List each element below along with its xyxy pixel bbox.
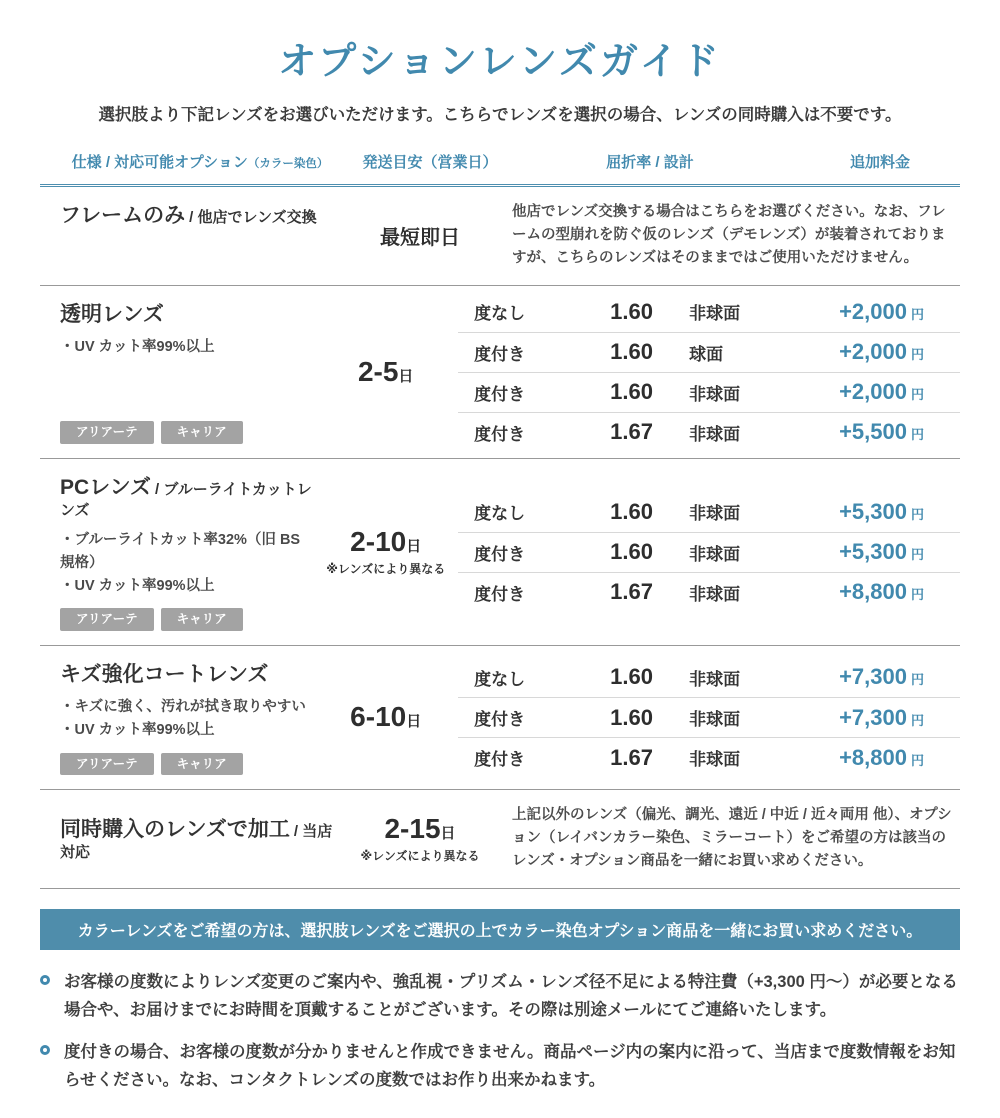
shipping-value: 6-10日 [350,701,422,733]
option-list [458,292,960,452]
option-power: 度付き [474,424,526,444]
row-title-line [60,662,313,688]
option-price: +2,000 円 [839,298,924,324]
lens-option-row [458,532,960,572]
tag-career: キャリア [161,421,243,444]
page-title: オプションレンズガイド [278,41,722,83]
option-design: 球面 [689,344,724,364]
shipping-cell [340,796,500,882]
column-header-spec-note: （カラー染色） [247,158,329,170]
option-list [458,652,960,783]
row-description: 上記以外のレンズ（偏光、調光、遠近 / 中近 / 近々両用 他）、オプション（レイバンカラー染色、ミラーコート）をご希望の方は該当のレンズ・オプション商品を一緒にお買い求めください。 [512,807,952,870]
option-design: 非球面 [689,669,741,689]
row-subtitle: / ブルーライトカットレンズ [60,480,312,519]
shipping-value: 2-5日 [357,355,414,387]
table-row-clear-lens [40,286,960,459]
row-title-line [60,203,340,229]
row-subtitle: / 当店対応 [60,822,333,861]
feature-list [60,336,313,359]
tag-list [60,598,313,631]
tag-career: キャリア [161,753,243,776]
option-list [458,465,960,639]
spec-cell [40,193,340,279]
option-refraction-index: 1.60 [610,704,653,730]
lens-option-row [458,697,960,737]
feature-item: ・キズに強く、汚れが拭き取りやすい [60,699,306,716]
row-title-line [60,475,313,521]
option-price: +8,800 円 [839,744,924,770]
note-text: お客様の度数によりレンズ変更のご案内や、強乱視・プリズム・レンズ径不足による特注費（+3,300 円〜）が必要となる場合や、お届けまでにお時間を頂戴することがございます。その際は別途メールにてご連絡いたします。 [64,972,958,1019]
row-title: 透明レンズ [60,302,164,326]
option-refraction-index: 1.67 [610,419,653,445]
option-power: 度付き [474,750,526,770]
table-row-frame-only [40,187,960,286]
lens-option-row [458,492,960,532]
option-power: 度付き [474,544,526,564]
option-price: +5,500 円 [839,419,924,445]
tag-list [60,743,313,776]
lens-option-row [458,412,960,452]
circle-bullet-icon [40,975,50,985]
feature-list [60,696,313,742]
lens-option-row [458,737,960,777]
column-header-refraction: 屈折率 / 設計 [606,154,694,171]
tag-ariate: アリアーテ [60,608,154,631]
spec-cell [40,465,313,639]
feature-item: ・ブルーライトカット率32%（旧 BS 規格） [60,531,301,571]
option-power: 度付き [474,344,526,364]
table-row-simultaneous-purchase [40,790,960,889]
shipping-cell [313,652,458,783]
table-row-pc-lens [40,459,960,646]
row-title-line [60,302,313,328]
row-title: フレームのみ [60,204,186,227]
feature-item: ・UV カット率99%以上 [60,578,215,595]
option-design: 非球面 [689,304,741,324]
column-header-price: 追加料金 [849,154,910,171]
row-title: キズ強化コートレンズ [60,662,269,686]
shipping-value: 2-15日 [384,813,456,845]
row-description: 他店でレンズ交換する場合はこちらをお選びください。なお、フレームの型崩れを防ぐ仮のレンズ（デモレンズ）が装着されておりますが、こちらのレンズはそのままではご使用いただけません。 [512,204,946,267]
option-power: 度なし [474,504,526,524]
shipping-cell [313,292,458,452]
option-power: 度なし [474,669,526,689]
note-item [40,968,960,1024]
tag-ariate: アリアーテ [60,421,154,444]
option-refraction-index: 1.60 [610,539,653,565]
table-header-row [40,151,960,172]
footer-notes [40,968,960,1094]
spec-cell [40,796,340,882]
table-row-scratch-coat-lens [40,646,960,790]
option-power: 度付き [474,710,526,730]
lens-option-row [458,372,960,412]
lens-option-row [458,657,960,697]
tag-list [60,411,313,444]
shipping-note: ※レンズにより異なる [360,849,480,864]
option-refraction-index: 1.60 [610,379,653,405]
lens-option-row [458,572,960,612]
option-refraction-index: 1.67 [610,744,653,770]
column-header-spec-label: 仕様 / 対応可能オプション [71,154,248,171]
feature-item: ・UV カット率99%以上 [60,722,215,739]
option-price: +2,000 円 [839,379,924,405]
option-design: 非球面 [689,544,741,564]
detail-cell [500,193,960,279]
shipping-cell [313,465,458,639]
option-refraction-index: 1.67 [610,579,653,605]
spec-cell [40,292,313,452]
option-refraction-index: 1.60 [610,498,653,524]
shipping-cell [340,193,500,279]
option-design: 非球面 [689,424,741,444]
row-title-line [60,817,340,863]
shipping-note: ※レンズにより異なる [326,562,446,577]
option-design: 非球面 [689,750,741,770]
tag-career: キャリア [161,608,243,631]
option-design: 非球面 [689,710,741,730]
option-refraction-index: 1.60 [610,339,653,365]
option-design: 非球面 [689,584,741,604]
tag-ariate: アリアーテ [60,753,154,776]
circle-bullet-icon [40,1045,50,1055]
option-price: +7,300 円 [839,704,924,730]
option-power: 度付き [474,584,526,604]
option-design: 非球面 [689,504,741,524]
lens-option-row [458,332,960,372]
column-header-spec [40,151,360,172]
lens-option-row [458,292,960,332]
color-lens-banner: カラーレンズをご希望の方は、選択肢レンズをご選択の上でカラー染色オプション商品を一緒にお買い求めください。 [40,909,960,950]
feature-list [60,529,313,599]
row-title: PCレンズ [60,475,152,499]
option-power: 度付き [474,384,526,404]
option-price: +7,300 円 [839,664,924,690]
note-item [40,1038,960,1094]
option-refraction-index: 1.60 [610,298,653,324]
feature-item: ・UV カット率99%以上 [60,338,215,355]
detail-cell [500,796,960,882]
note-text: 度付きの場合、お客様の度数が分かりませんと作成できません。商品ページ内の案内に沿って、当店まで度数情報をお知らせください。なお、コンタクトレンズの度数ではお作り出来かねます。 [64,1042,956,1089]
option-price: +8,800 円 [839,579,924,605]
shipping-value: 2-10日 [350,526,422,558]
option-price: +5,300 円 [839,498,924,524]
spec-cell [40,652,313,783]
option-refraction-index: 1.60 [610,664,653,690]
option-price: +2,000 円 [839,339,924,365]
row-title: 同時購入のレンズで加工 [60,817,290,841]
column-header-shipping: 発送目安（営業日） [362,154,498,171]
option-design: 非球面 [689,384,741,404]
page-subtitle: 選択肢より下記レンズをお選びいただけます。こちらでレンズを選択の場合、レンズの同時購入は不要です。 [98,106,902,124]
row-subtitle: / 他店でレンズ交換 [189,209,317,226]
option-power: 度なし [474,304,526,324]
shipping-value: 最短即日 [380,227,460,250]
option-price: +5,300 円 [839,539,924,565]
